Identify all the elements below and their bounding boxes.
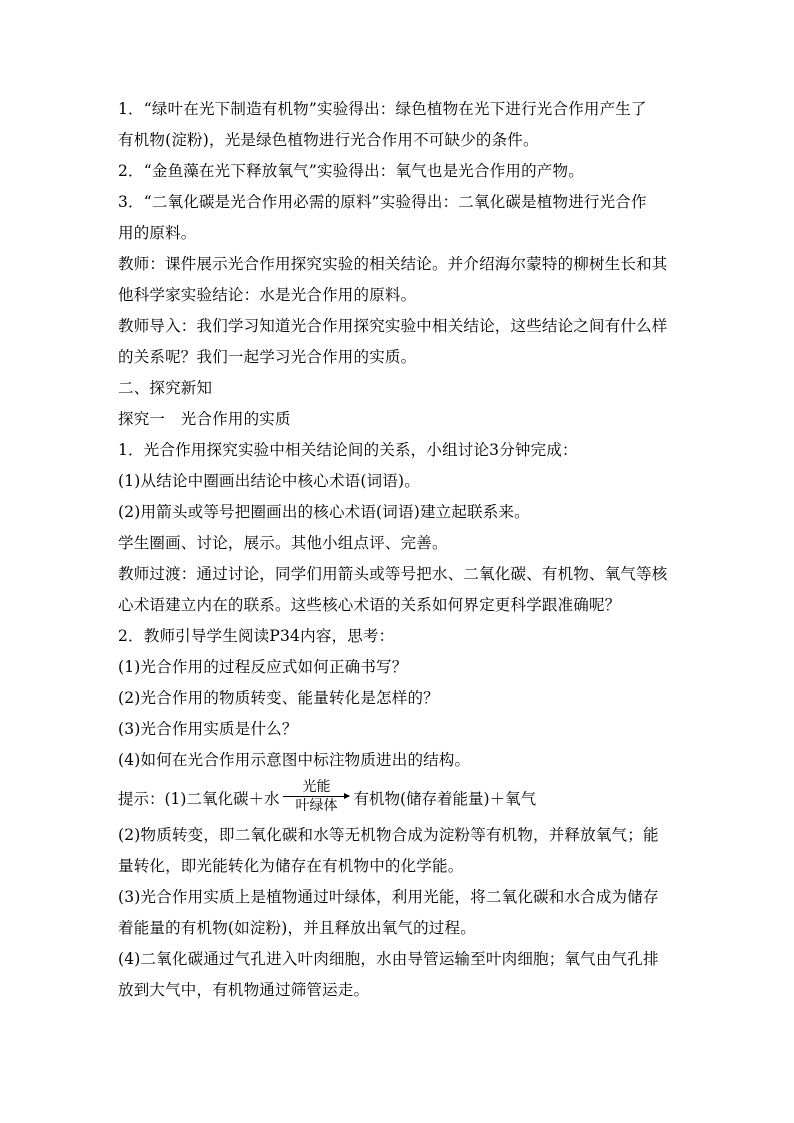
text-line: 着能量的有机物(如淀粉)，并且释放出氧气的过程。 (118, 919, 476, 937)
text-line: (1)光合作用的过程反应式如何正确书写？ (118, 658, 408, 676)
text-line: 的关系呢？我们一起学习光合作用的实质。 (118, 348, 417, 366)
text-line: 3．“二氧化碳是光合作用必需的原料”实验得出：二氧化碳是植物进行光合作 (118, 193, 647, 211)
text-line: (3)光合作用实质是什么？ (118, 720, 298, 738)
text-line: 放到大气中，有机物通过筛管运走。 (118, 981, 370, 999)
section-heading: 二、探究新知 (118, 379, 213, 397)
text-line: (4)如何在光合作用示意图中标注物质进出的结构。 (118, 751, 471, 769)
text-line: (1)从结论中圈画出结论中核心术语(词语)。 (118, 472, 420, 490)
reaction-arrow (283, 779, 349, 814)
text-line: 有机物(淀粉)，光是绿色植物进行光合作用不可缺少的条件。 (118, 131, 539, 149)
text-line: (2)物质转变，即二氧化碳和水等无机物合成为淀粉等有机物，并释放氧气；能 (118, 826, 659, 844)
text-line: (3)光合作用实质上是植物通过叶绿体，利用光能，将二氧化碳和水合成为储存 (118, 888, 659, 906)
text-line: 教师导入：我们学习知道光合作用探究实验中相关结论，这些结论之间有什么样 (118, 317, 668, 335)
text-line: 2．教师引导学生阅读P34内容，思考： (118, 627, 395, 645)
right-arrow-icon (283, 796, 349, 797)
text-line: 2．“金鱼藻在光下释放氧气”实验得出：氧气也是光合作用的产物。 (118, 162, 584, 180)
subsection-heading: 探究一 光合作用的实质 (118, 410, 291, 428)
text-line: 他科学家实验结论：水是光合作用的原料。 (118, 286, 417, 304)
text-line: (4)二氧化碳通过气孔进入叶肉细胞，水由导管运输至叶肉细胞；氧气由气孔排 (118, 950, 659, 968)
text-line: 心术语建立内在的联系。这些核心术语的关系如何界定更科学跟准确呢？ (118, 596, 621, 614)
text-line: 1．光合作用探究实验中相关结论间的关系，小组讨论3分钟完成： (118, 441, 578, 459)
text-line: 教师过渡：通过讨论，同学们用箭头或等号把水、二氧化碳、有机物、氧气等核 (118, 565, 668, 583)
text-line: 量转化，即光能转化为储存在有机物中的化学能。 (118, 857, 464, 875)
arrow-condition-light: 光能 (302, 778, 331, 795)
equation-products: 有机物(储存着能量)＋氧气 (353, 790, 537, 808)
document-body (118, 94, 678, 1006)
text-line: (2)用箭头或等号把圈画出的核心术语(词语)建立起联系来。 (118, 503, 530, 521)
text-line: 1．“绿叶在光下制造有机物”实验得出：绿色植物在光下进行光合作用产生了 (118, 100, 647, 118)
arrow-condition-chloroplast: 叶绿体 (295, 797, 338, 814)
text-line: 用的原料。 (118, 224, 197, 242)
photosynthesis-equation (118, 776, 678, 820)
text-line: (2)光合作用的物质转变、能量转化是怎样的？ (118, 689, 439, 707)
text-line: 学生圈画、讨论，展示。其他小组点评、完善。 (118, 534, 448, 552)
equation-reactants: 提示：(1)二氧化碳＋水 (118, 790, 280, 808)
text-line: 教师：课件展示光合作用探究实验的相关结论。并介绍海尔蒙特的柳树生长和其 (118, 255, 668, 273)
